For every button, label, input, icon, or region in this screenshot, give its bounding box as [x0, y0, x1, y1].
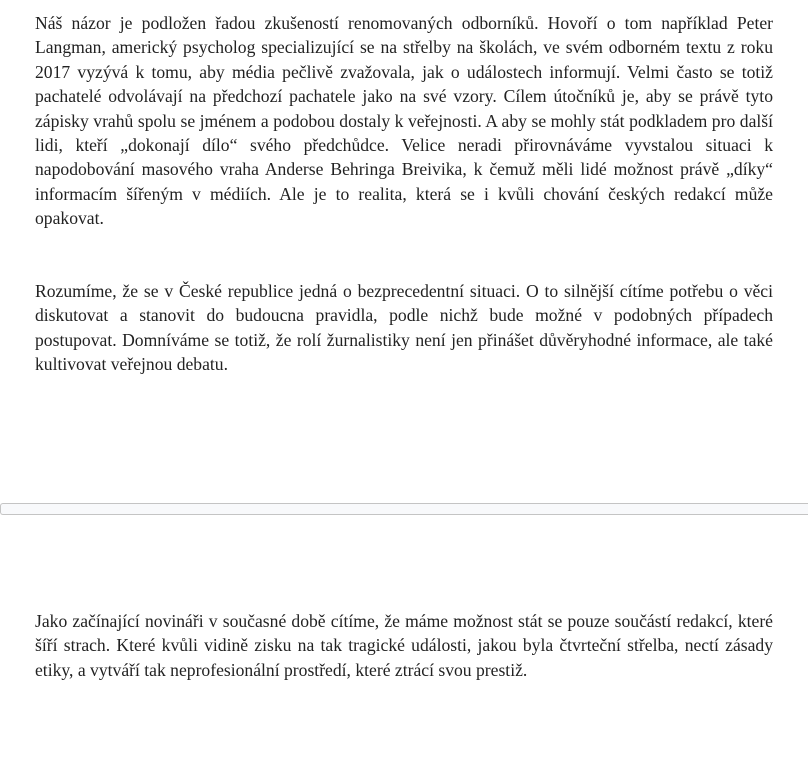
article-paragraph: Náš názor je podložen řadou zkušeností renomovaných odborníků. Hovoří o tom například Peter Langman, americký psycholog specializující se na střelby na školách, ve svém odborném textu z roku 2017 vyzývá k tomu, aby média pečlivě zvažovala, jak o událostech informují. Velmi často se totiž pachatelé odvolávají na předchozí pachatele jako na své vzory. Cílem útočníků je, aby se právě tyto zápisky vrahů spolu se jménem a podobou dostaly k veřejnosti. A aby se mohly stát podkladem pro další lidi, kteří „dokonají dílo“ svého předchůdce. Velice neradi přirovnáváme vyvstalou situaci k napodobování masového vraha Anderse Behringa Breivika, k čemuž měli lidé možnost právě „díky“ informacím šířeným v médiích. Ale je to realita, která se i kvůli chování českých redakcí může opakovat.: [35, 13, 773, 229]
article-paragraph: Jako začínající novináři v současné době cítíme, že máme možnost stát se pouze součástí redakcí, které šíří strach. Které kvůli vidině zisku na tak tragické události, jakou byla čtvrteční střelba, nectí zásady etiky, a vytváří tak neprofesionální prostředí, které ztrácí svou prestiž.: [35, 611, 773, 680]
section-divider: [0, 503, 808, 515]
article-paragraph: Rozumíme, že se v České republice jedná o bezprecedentní situaci. O to silnější cítíme potřebu o věci diskutovat a stanovit do budoucna pravidla, podle nichž bude možné v podobných případech postupovat. Domníváme se totiž, že rolí žurnalistiky není jen přinášet důvěryhodné informace, ale také kultivovat veřejnou debatu.: [35, 281, 773, 375]
